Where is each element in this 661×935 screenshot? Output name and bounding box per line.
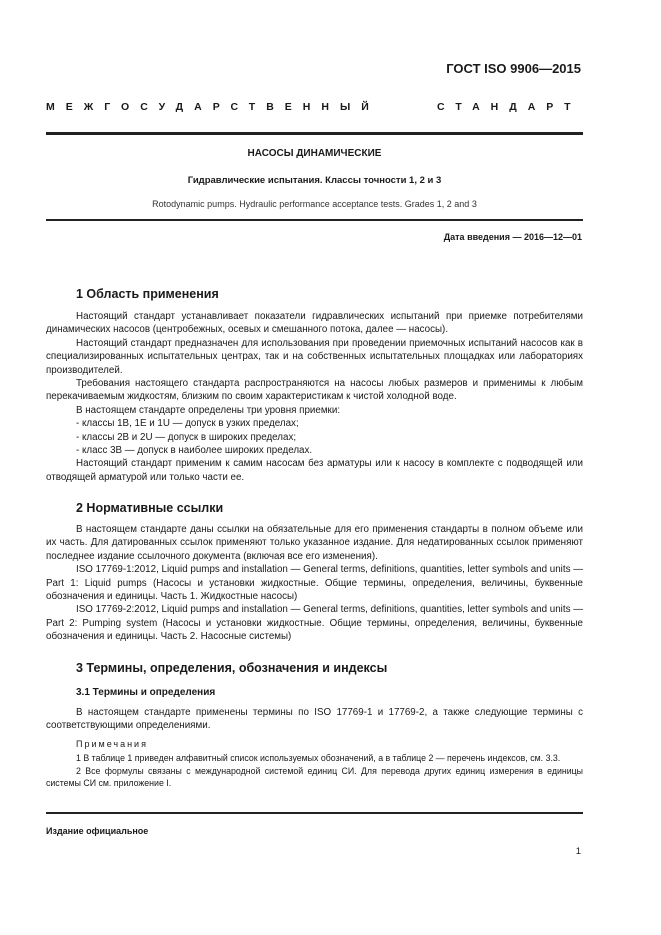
paragraph: Настоящий стандарт предназначен для использования при проведении приемочных испытаний насосов как в специализированных испытательных центрах, так и на собственных испытательных площадках или лабораториях производителей.	[46, 337, 583, 376]
footer-rule	[46, 812, 583, 814]
paragraph: В настоящем стандарте даны ссылки на обязательные для его применения стандарты в полном объеме или их часть. Для датированных ссылок применяют только указанное издание. Для недатированных ссылок применяют последнее издание ссылочного документа (включая все его изменения).	[46, 524, 583, 562]
section-2-body	[46, 523, 583, 644]
interstate-word: МЕЖГОСУДАРСТВЕННЫЙ	[46, 101, 380, 113]
list-item: - классы 1В, 1Е и 1U — допуск в узких пределах;	[76, 418, 299, 430]
list-item: - классы 2В и 2U — допуск в широких пределах;	[76, 431, 297, 443]
note-item: 1 В таблице 1 приведен алфавитный список используемых обозначений, а в таблице 2 — перечень индексов, см. 3.3.	[76, 753, 561, 763]
note-item: 2 Все формулы связаны с международной системой единиц СИ. Для перевода других единиц измерения в единицы системы СИ см. приложение I.	[46, 765, 583, 788]
official-edition-label: Издание официальное	[46, 826, 149, 836]
paragraph: ISO 17769-2:2012, Liquid pumps and installation — General terms, definitions, quantities, letter symbols and units — Part 2: Pumping system (Насосы и установки жидкостные. Общие термины, определения, величины, буквенные обозначения и единицы. Часть 2. Насосные системы)	[46, 604, 583, 643]
document-title-english: Rotodynamic pumps. Hydraulic performance acceptance tests. Grades 1, 2 and 3	[152, 199, 477, 209]
paragraph: В настоящем стандарте применены термины по ISO 17769-1 и 17769-2, а также следующие термины с соответствующими определениями.	[46, 707, 583, 732]
paragraph: В настоящем стандарте определены три уровня приемки:	[76, 404, 341, 416]
document-subtitle: Гидравлические испытания. Классы точности 1, 2 и 3	[187, 175, 442, 186]
paragraph: Требования настоящего стандарта распространяются на насосы любых размеров и применимы к любым перекачиваемым жидкостям, близким по своим характеристикам к чистой холодной воде.	[46, 378, 583, 403]
section-3-heading: 3 Термины, определения, обозначения и индексы	[76, 661, 388, 675]
introduction-date: Дата введения — 2016—12—01	[443, 232, 582, 242]
subsection-3-1-heading: 3.1 Термины и определения	[76, 687, 216, 698]
section-1-heading: 1 Область применения	[76, 287, 219, 301]
header-rule-bottom	[46, 219, 583, 221]
header-rule-top	[46, 132, 583, 135]
notes-body	[46, 752, 583, 790]
section-2-heading: 2 Нормативные ссылки	[76, 501, 224, 515]
paragraph: Настоящий стандарт применим к самим насосам без арматуры или к насосу в комплекте с подводящей или отводящей арматурой или только части ее.	[46, 458, 583, 483]
paragraph: Настоящий стандарт устанавливает показатели гидравлических испытаний при приемке потребителями динамических насосов (центробежных, осевых и смешанного потока, далее — насосы).	[46, 311, 583, 336]
notes-heading: Примечания	[76, 739, 148, 749]
section-3-body	[46, 706, 583, 733]
list-item: - класс 3В — допуск в наиболее широких пределах.	[76, 445, 313, 457]
document-title: НАСОСЫ ДИНАМИЧЕСКИЕ	[247, 148, 382, 159]
standard-word: СТАНДАРТ	[437, 101, 582, 113]
paragraph: ISO 17769-1:2012, Liquid pumps and installation — General terms, definitions, quantities, letter symbols and units — Part 1: Liquid pumps (Насосы и установки жидкостные. Общие термины, определения, величины, буквенные обозначения и единицы. Часть 1. Жидкостные насосы)	[46, 564, 583, 603]
section-1-body	[46, 310, 583, 484]
standard-designation: ГОСТ ISO 9906—2015	[446, 61, 581, 76]
page-number: 1	[575, 846, 581, 857]
